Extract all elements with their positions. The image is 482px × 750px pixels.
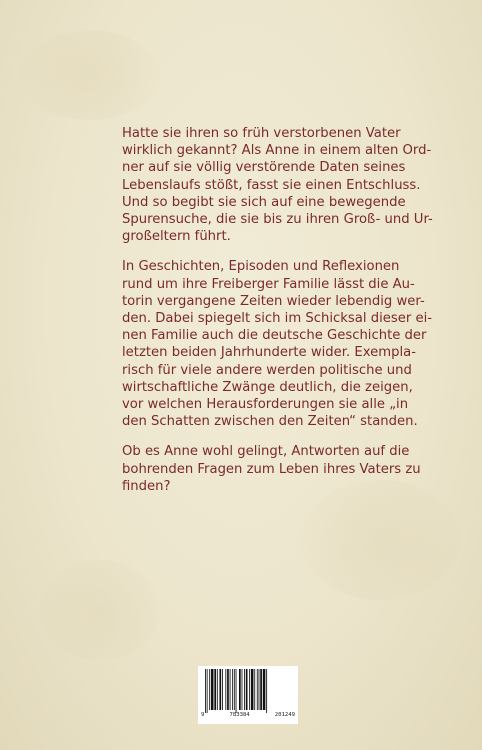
barcode-bar [249, 669, 250, 710]
barcode-bar [219, 669, 221, 710]
barcode-digits [201, 712, 295, 718]
barcode-digit-group: 783384 [229, 712, 250, 718]
barcode-bar [257, 669, 258, 710]
barcode-bar [222, 669, 223, 710]
barcode-digit-group: 9 [201, 712, 205, 718]
barcode-bar [260, 669, 262, 710]
barcode-bar [209, 669, 210, 710]
paper-stain [300, 480, 460, 600]
blurb-line: Und so begibt sie sich auf eine bewegende [122, 194, 406, 210]
barcode-bar [239, 669, 241, 710]
barcode-bar [230, 669, 231, 710]
blurb-line: den Schatten zwischen den Zeiten“ standen. [122, 414, 418, 430]
blurb-line: ner auf sie völlig verstörende Daten seines [122, 160, 406, 176]
barcode-bar [259, 669, 260, 710]
paragraph-gap [122, 245, 362, 258]
barcode-bar [225, 669, 226, 710]
blurb-line: großeltern führt. [122, 229, 231, 245]
paper-stain [40, 560, 160, 660]
blurb-line: nen Familie auch die deutsche Geschichte der [122, 328, 427, 344]
barcode-bar [263, 669, 266, 710]
blurb-line: letzten beiden Jahrhunderte wider. Exempla- [122, 345, 416, 361]
barcode-bar [234, 669, 235, 710]
barcode-bar [214, 669, 216, 710]
blurb-line: Spurensuche, die sie bis zu ihren Groß- und Ur- [122, 212, 433, 228]
barcode-bar [227, 669, 229, 710]
barcode-bar [211, 669, 214, 710]
barcode-bar [246, 669, 248, 710]
blurb-line: bohrenden Fragen zum Leben ihres Vaters zu [122, 461, 421, 477]
barcode-bars [201, 669, 295, 713]
barcode-bar [205, 669, 206, 713]
blurb-paragraph-2 [122, 258, 432, 430]
paper-stain [20, 30, 160, 120]
barcode-bar [244, 669, 245, 710]
blurb-line: wirklich gekannt? Als Anne in einem alten Ord- [122, 143, 432, 159]
blurb-line: Hatte sie ihren so früh verstorbenen Vater [122, 126, 401, 141]
barcode-bar [236, 669, 237, 713]
barcode-digit-group: 201249 [274, 712, 295, 718]
blurb-line: finden? [122, 478, 171, 494]
barcode-bar [242, 669, 243, 710]
blurb-line: In Geschichten, Episoden und Reflexionen [122, 259, 400, 275]
isbn-barcode [198, 666, 298, 724]
blurb-line: torin vergangene Zeiten wieder lebendig wer- [122, 293, 425, 309]
paragraph-gap [122, 430, 362, 443]
blurb-line: risch für viele andere werden politische und [122, 362, 412, 378]
barcode-bar [232, 669, 233, 710]
blurb-line: den. Dabei spiegelt sich im Schicksal dieser ei- [122, 311, 432, 327]
blurb-paragraph-1 [122, 125, 433, 245]
blurb-line: wirtschaftliche Zwänge deutlich, die zeigen, [122, 379, 413, 395]
blurb-line: Lebenslaufs stößt, fasst sie einen Entschluss. [122, 177, 421, 193]
barcode-bar [266, 669, 267, 713]
back-cover-blurb [122, 125, 433, 495]
barcode-bar [254, 669, 255, 710]
barcode-bar [207, 669, 208, 713]
blurb-paragraph-3 [122, 443, 421, 495]
barcode-bar [251, 669, 254, 710]
blurb-line: rund um ihre Freiberger Familie lässt die Au- [122, 276, 415, 292]
blurb-line: Ob es Anne wohl gelingt, Antworten auf die [122, 444, 410, 460]
barcode-bar [217, 669, 218, 710]
blurb-line: vor welchen Herausforderungen sie alle „in [122, 397, 409, 413]
